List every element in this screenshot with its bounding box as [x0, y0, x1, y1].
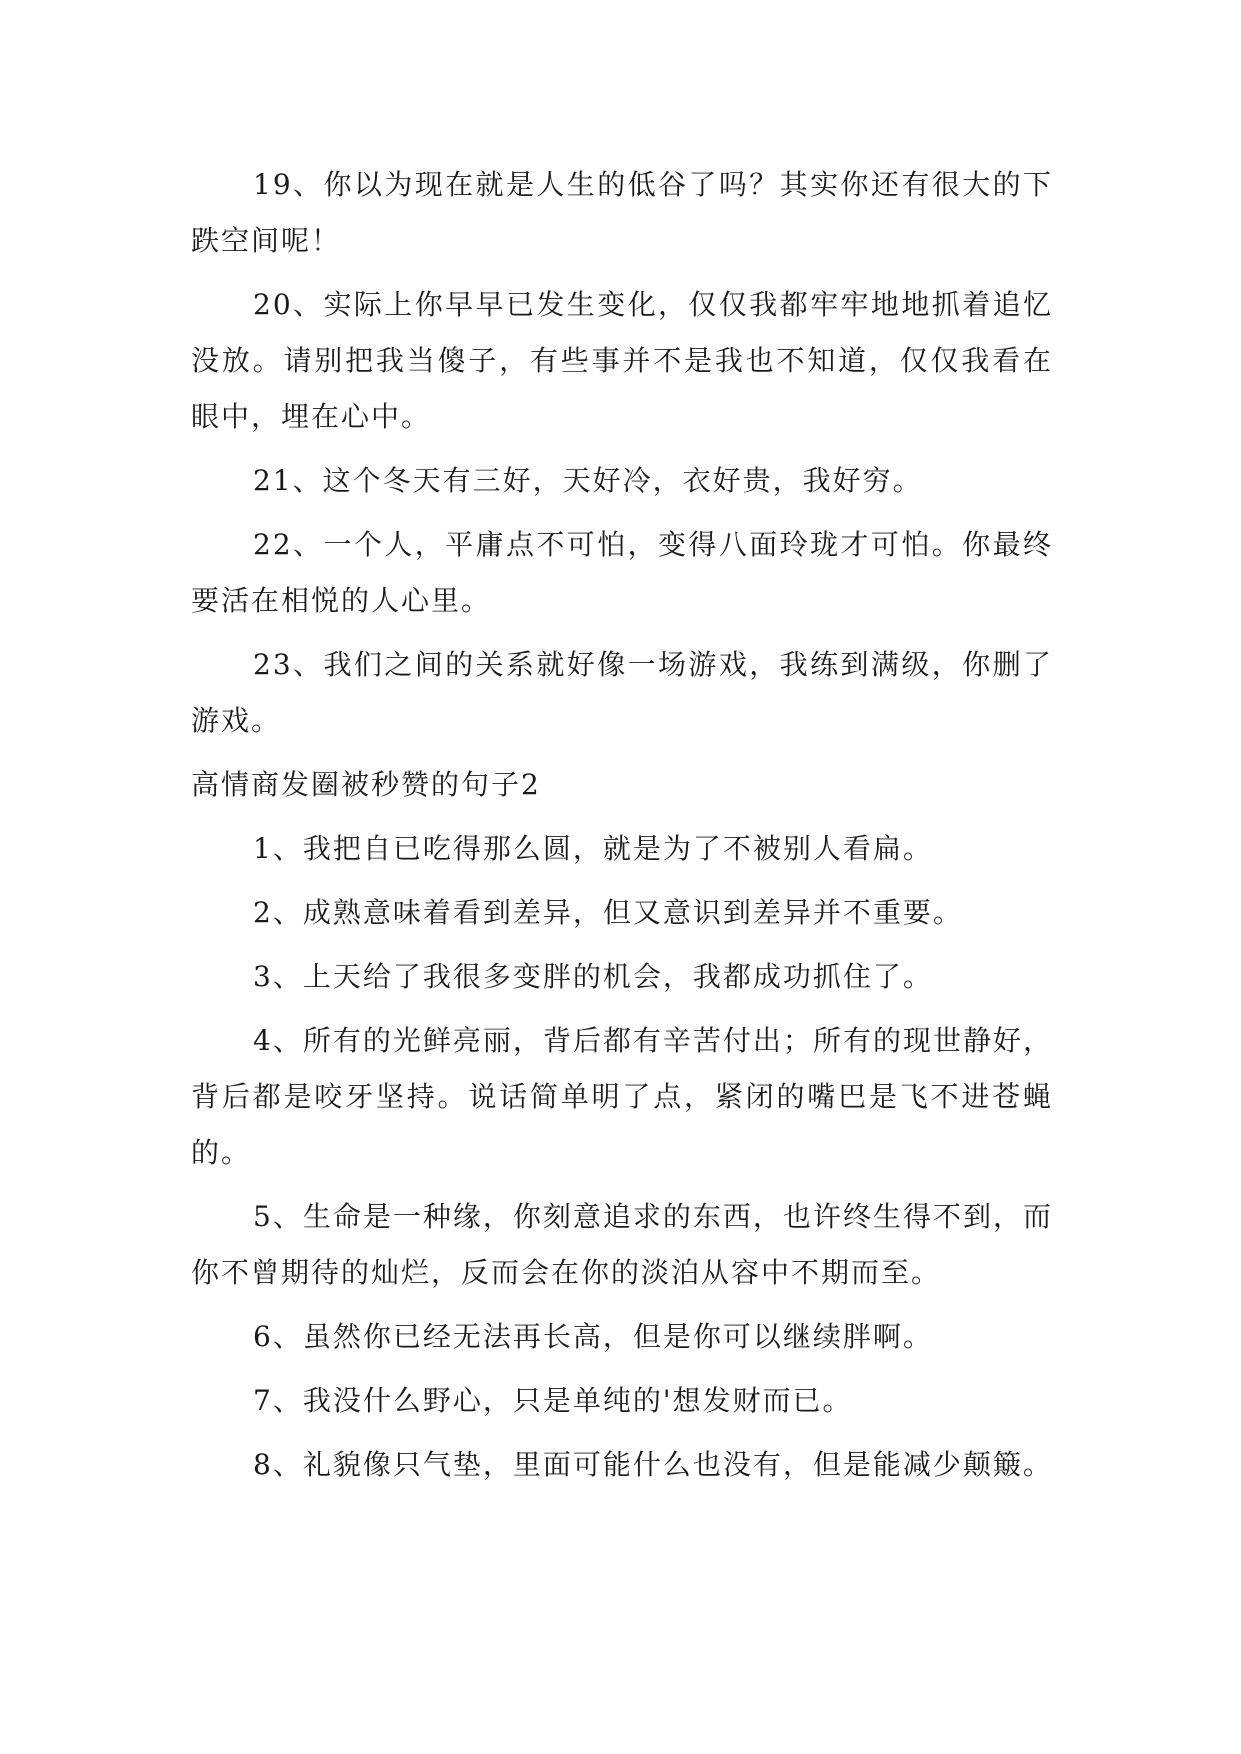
paragraph-4: 4、所有的光鲜亮丽，背后都有辛苦付出；所有的现世静好，背后都是咬牙坚持。说话简单明了点，紧闭的嘴巴是飞不进苍蝇的。 — [191, 1024, 1053, 1169]
paragraph-6: 6、虽然你已经无法再长高，但是你可以继续胖啊。 — [253, 1320, 933, 1353]
paragraph-22: 22、一个人，平庸点不可怕，变得八面玲珑才可怕。你最终要活在相悦的人心里。 — [191, 528, 1053, 617]
paragraph-5: 5、生命是一种缘，你刻意追求的东西，也许终生得不到，而你不曾期待的灿烂，反而会在你的淡泊从容中不期而至。 — [191, 1200, 1053, 1289]
paragraph-1: 1、我把自已吃得那么圆，就是为了不被别人看扁。 — [253, 832, 933, 865]
paragraph-21: 21、这个冬天有三好，天好冷，衣好贵，我好穷。 — [253, 464, 923, 497]
paragraph-3: 3、上天给了我很多变胖的机会，我都成功抓住了。 — [253, 960, 933, 993]
paragraph-23: 23、我们之间的关系就好像一场游戏，我练到满级，你删了游戏。 — [191, 648, 1053, 737]
section-heading: 高情商发圈被秒赞的句子2 — [191, 768, 541, 801]
paragraph-20: 20、实际上你早早已发生变化，仅仅我都牢牢地地抓着追忆没放。请别把我当傻子，有些事并不是我也不知道，仅仅我看在眼中，埋在心中。 — [191, 288, 1053, 433]
paragraph-19: 19、你以为现在就是人生的低谷了吗？其实你还有很大的下跌空间呢！ — [191, 168, 1053, 257]
document-body — [191, 157, 1053, 1501]
paragraph-2: 2、成熟意味着看到差异，但又意识到差异并不重要。 — [253, 896, 963, 929]
paragraph-8: 8、礼貌像只气垫，里面可能什么也没有，但是能减少颠簸。 — [253, 1448, 1053, 1481]
paragraph-7: 7、我没什么野心，只是单纯的'想发财而已。 — [253, 1384, 853, 1417]
